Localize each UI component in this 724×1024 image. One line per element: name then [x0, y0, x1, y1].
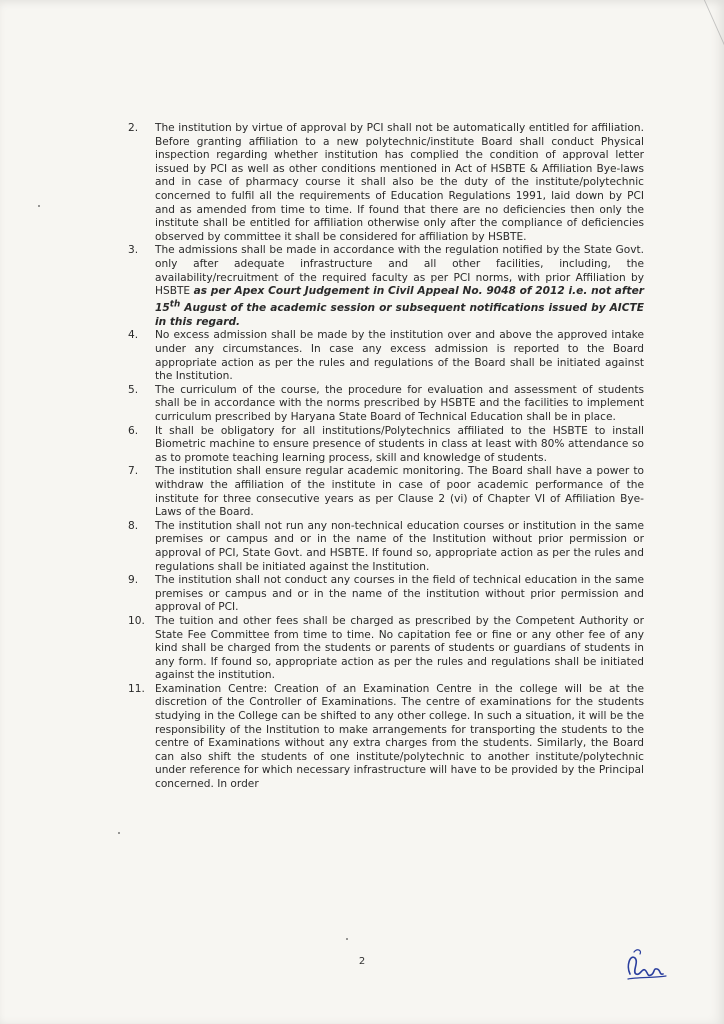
- clause-text: The institution shall ensure regular academic monitoring. The Board shall have a power to withdraw the affiliation of the institute in case of poor academic performance of the institute for three consecutive years as per Clause 2 (vi) of Chapter VI of Affiliation Bye-Laws of the Board.: [155, 465, 644, 519]
- clause-7: [128, 465, 644, 519]
- clause-number: 4.: [128, 329, 139, 342]
- clause-number: 7.: [128, 465, 139, 478]
- clause-4: [128, 329, 644, 383]
- clause-number: 11.: [128, 682, 145, 695]
- emphasis-part-a: as per Apex Court Judgement in Civil Appeal No. 9048 of 2012 i.e. not after 15: [155, 285, 644, 315]
- clause-text: The curriculum of the course, the procedure for evaluation and assessment of students shall be in accordance with the norms prescribed by HSBTE and the facilities to implement curriculum prescribed by Haryana State Board of Technical Education shall be in place.: [155, 383, 644, 423]
- clause-text-plain: The admissions shall be made in accordance with the regulation notified by the State Govt. only after adequate infrastructure and all other facilities, including, the availability/recruitment of the required faculty as per PCI norms, with prior Affiliation by HSBTE: [155, 244, 644, 298]
- clause-text: [155, 244, 644, 329]
- clause-number: 10.: [128, 614, 145, 627]
- handwritten-signature-icon: [622, 944, 670, 984]
- clause-number: 9.: [128, 574, 139, 587]
- scan-speck: [118, 832, 120, 834]
- clause-number: 5.: [128, 383, 139, 396]
- signature-loop: [634, 950, 640, 954]
- clause-number: 3.: [128, 244, 139, 257]
- scan-speck: [38, 205, 40, 207]
- page-corner-fold: [664, 0, 724, 50]
- clause-number: 2.: [128, 122, 139, 134]
- clause-number: 6.: [128, 424, 139, 437]
- clause-number: 8.: [128, 519, 139, 532]
- clause-text: No excess admission shall be made by the institution over and above the approved intake under any circumstances. In case any excess admission is reported to the Board appropriate action as per the rules and regulations of the Board shall be initiated against the Institution.: [155, 329, 644, 383]
- clause-8: [128, 520, 644, 574]
- clause-9: [128, 574, 644, 615]
- signature-stroke: [628, 957, 663, 975]
- clause-2: [128, 122, 644, 244]
- clause-text: The institution shall not run any non-technical education courses or institution in the same premises or campus and or in the name of the Institution without prior permission or approval of PCI, State Govt. and HSBTE. If found so, appropriate action as per the rules and regulations shall be initiated against the Institution.: [155, 519, 644, 573]
- clause-text: It shall be obligatory for all institutions/Polytechnics affiliated to the HSBTE to install Biometric machine to ensure presence of students in class at least with 80% attendance so as to promote teaching learning process, skill and knowledge of students.: [155, 424, 644, 464]
- clause-text: The institution by virtue of approval by PCI shall not be automatically entitled for affiliation. Before granting affiliation to a new polytechnic/institute Board shall conduct Physical inspection regarding whether institution has complied the condition of approval letter issued by PCI as well as other conditions mentioned in Act of HSBTE & Affiliation Bye-laws and in case of pharmacy course it shall also be the duty of the institute/polytechnic concerned to fulfil all the requirements of Education Regulations 1991, laid down by PCI and as amended from time to time. If found that there are no deficiencies then only the institute shall be entitled for affiliation otherwise only after the compliance of deficiencies observed by committee it shall be considered for affiliation by HSBTE.: [155, 122, 644, 243]
- clause-text: The institution shall not conduct any courses in the field of technical education in the same premises or campus and or in the name of the institution without prior permission and approval of PCI.: [155, 574, 644, 614]
- clause-text: Examination Centre: Creation of an Examination Centre in the college will be at the discretion of the Controller of Examinations. The centre of examinations for the students studying in the College can be shifted to any other college. In such a situation, it will be the responsibility of the Institution to make arrangements for transporting the students to the centre of Examinations without any extra charges from the students. Similarly, the Board can also shift the students of one institute/polytechnic to another institute/polytechnic under reference for which necessary infrastructure will have to be provided by the Principal concerned. In order: [155, 682, 644, 791]
- clause-10: [128, 615, 644, 683]
- signature-underline: [628, 976, 666, 979]
- clause-text: The tuition and other fees shall be charged as prescribed by the Competent Authority or State Fee Committee from time to time. No capitation fee or fine or any other fee of any kind shall be charged from the students or parents of students or guardians of students in any form. If found so, appropriate action as per the rules and regulations shall be initiated against the institution.: [155, 614, 644, 682]
- clause-5: [128, 384, 644, 425]
- page-number: 2: [358, 956, 366, 967]
- ordinal-suffix: th: [169, 299, 181, 310]
- emphasis-part-b: August of the academic session or subsequent notifications issued by AICTE in this regard.: [155, 302, 644, 328]
- clause-3: [128, 244, 644, 329]
- clause-emphasis: [155, 285, 644, 328]
- document-body: [128, 122, 644, 792]
- clause-11: [128, 683, 644, 792]
- clause-6: [128, 425, 644, 466]
- scan-speck: [346, 938, 348, 940]
